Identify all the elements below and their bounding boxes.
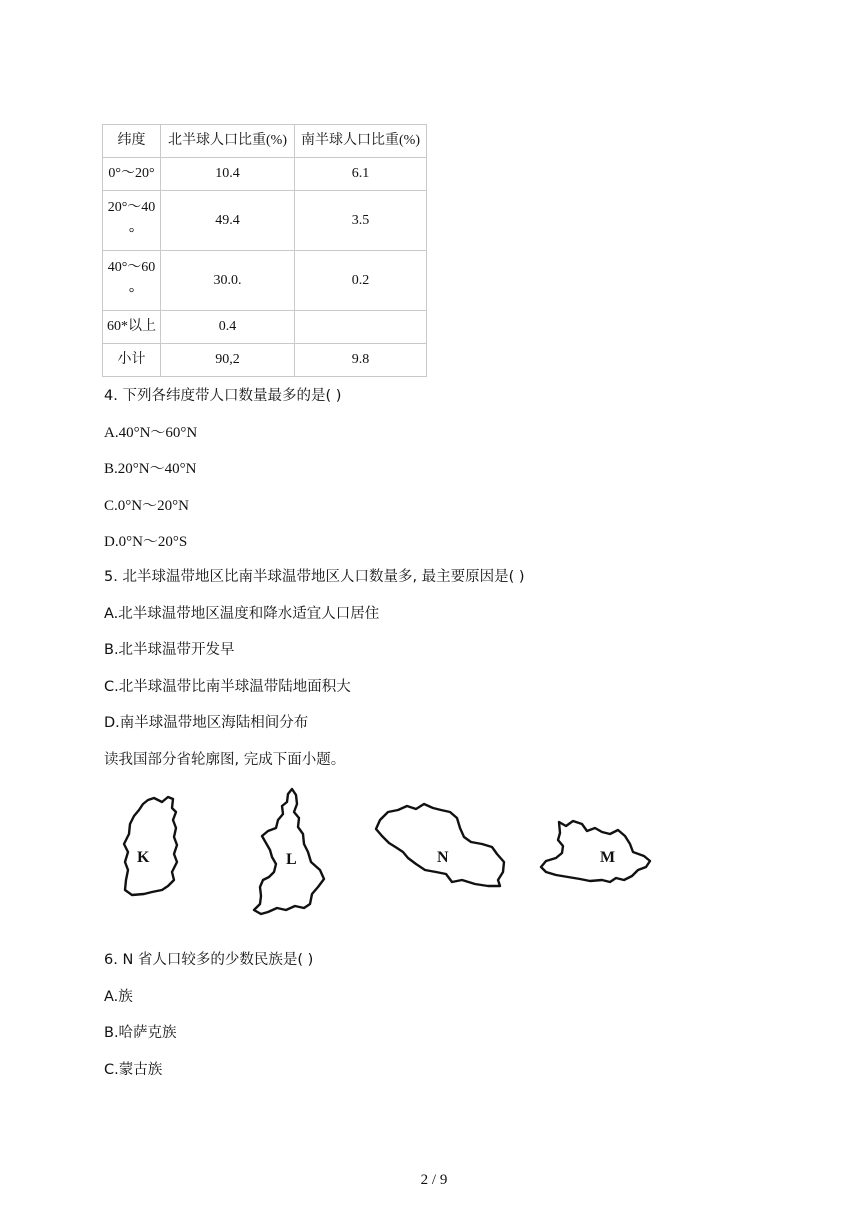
cell-south [295,311,427,344]
table-header-row [103,125,427,158]
cell-south: 9.8 [295,344,427,377]
cell-latitude [103,191,161,251]
page-number: 2 / 9 [420,1172,448,1188]
q6-option-b[interactable]: B.哈萨克族 [104,1025,177,1041]
table-row [103,311,427,344]
q4-option-b[interactable]: B.20°N～40°N [104,461,197,477]
province-n-outline [376,804,504,886]
map-label-l: L [286,851,297,868]
cell-latitude: 小计 [103,344,161,377]
cell-north: 30.0. [161,251,295,311]
header-south: 南半球人口比重(%) [295,125,427,158]
question-6-stem: 6. N 省人口较多的少数民族是( ) [104,952,314,968]
map-intro-text: 读我国部分省轮廓图, 完成下面小题。 [104,752,346,768]
cell-south: 3.5 [295,191,427,251]
q4-option-d[interactable]: D.0°N～20°S [104,534,188,550]
q5-option-d[interactable]: D.南半球温带地区海陆相间分布 [104,715,309,731]
cell-latitude-line1: 40°～60 [107,259,156,275]
table-row [103,251,427,311]
cell-north: 90,2 [161,344,295,377]
cell-north: 0.4 [161,311,295,344]
cell-south: 6.1 [295,158,427,191]
q4-option-c[interactable]: C.0°N～20°N [104,498,189,514]
cell-latitude-line2: ° [128,225,135,241]
population-table [102,124,427,377]
question-4-stem: 4. 下列各纬度带人口数量最多的是( ) [104,388,342,404]
cell-south: 0.2 [295,251,427,311]
map-label-k: K [137,849,150,866]
q5-option-b[interactable]: B.北半球温带开发早 [104,642,235,658]
q6-option-c[interactable]: C.蒙古族 [104,1062,163,1078]
cell-latitude-line1: 20°～40 [107,199,156,215]
province-m-outline [541,821,650,882]
map-label-n: N [437,849,449,866]
map-label-m: M [600,849,616,866]
q6-option-a[interactable]: A.族 [104,989,133,1005]
q4-option-a[interactable]: A.40°N～60°N [104,425,198,441]
q5-option-a[interactable]: A.北半球温带地区温度和降水适宜人口居住 [104,606,380,622]
table-row [103,191,427,251]
table-row [103,344,427,377]
cell-latitude [103,251,161,311]
province-outline-maps [110,782,670,922]
cell-latitude-line2: ° [128,285,135,301]
cell-latitude: 60*以上 [103,311,161,344]
q5-option-c[interactable]: C.北半球温带比南半球温带陆地面积大 [104,679,351,695]
province-k-outline [124,797,177,895]
question-5-stem: 5. 北半球温带地区比南半球温带地区人口数量多, 最主要原因是( ) [104,569,525,585]
header-latitude: 纬度 [103,125,161,158]
cell-north: 10.4 [161,158,295,191]
cell-north: 49.4 [161,191,295,251]
table-row [103,158,427,191]
cell-latitude: 0°～20° [103,158,161,191]
header-north: 北半球人口比重(%) [161,125,295,158]
